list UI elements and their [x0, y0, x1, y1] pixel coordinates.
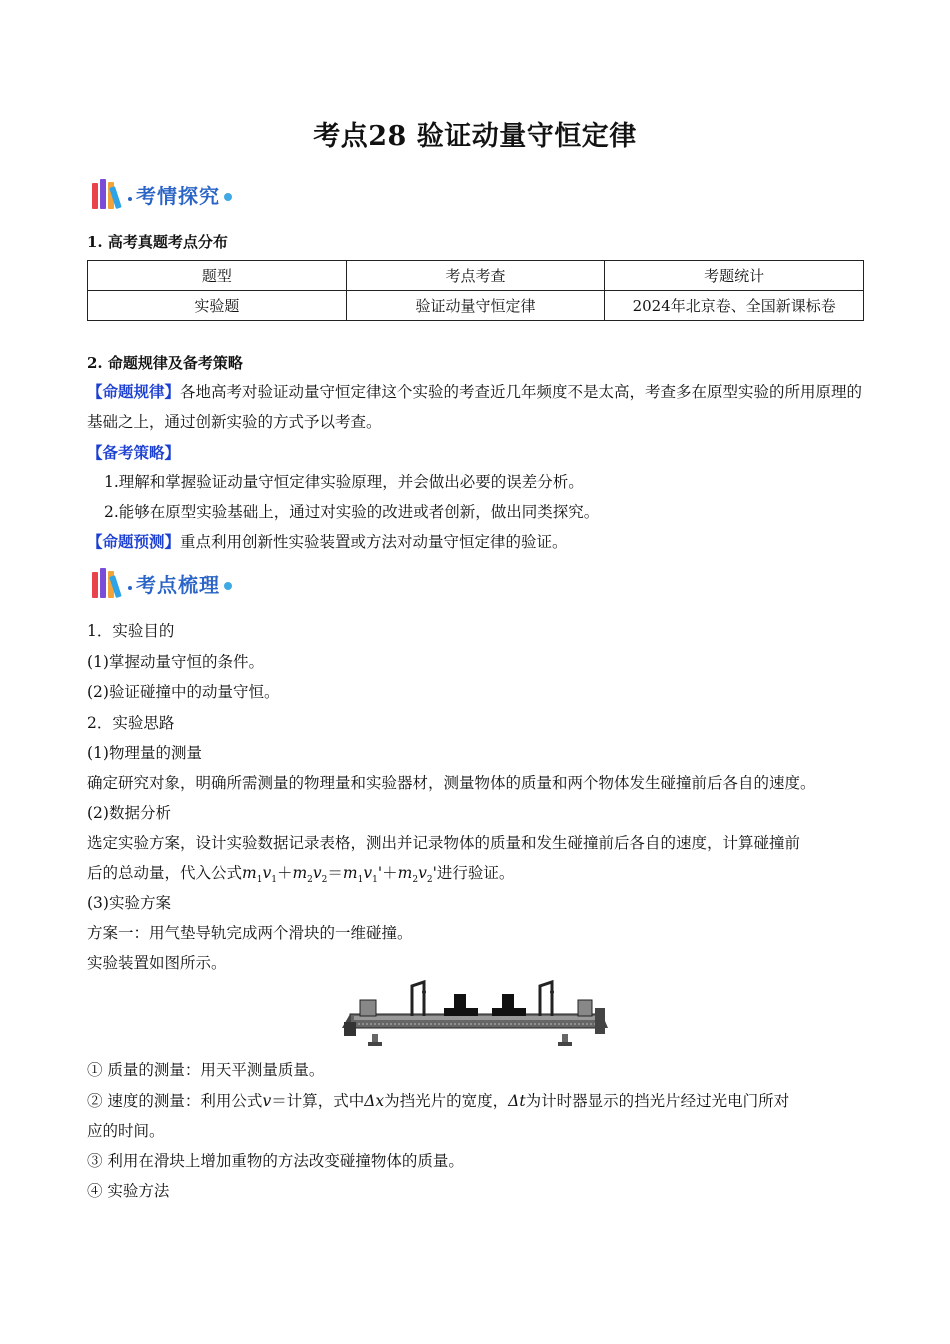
table-header-cell: 考点考查: [346, 261, 605, 291]
air-track-apparatus-figure: [340, 978, 610, 1050]
math-operator: ＋: [382, 864, 398, 882]
math-subscript: 1: [256, 875, 263, 886]
math-prime: ': [377, 864, 383, 882]
math-symbol: Δt: [508, 1092, 526, 1110]
math-operator: ＋: [276, 864, 293, 882]
table-row: [88, 291, 864, 321]
body-line: (1)物理量的测量: [87, 744, 202, 762]
exam-distribution-table: [87, 260, 864, 321]
math-symbol: v: [312, 864, 322, 882]
body-line: 2．实验思路: [87, 714, 175, 732]
section-banner-exam-analysis: [92, 178, 232, 210]
math-subscript: 1: [357, 875, 364, 886]
math-subscript: 2: [426, 875, 433, 886]
math-subscript: 2: [321, 875, 328, 886]
dot-icon: [128, 197, 132, 201]
math-operator: ＝: [327, 864, 343, 882]
prediction-tag: 【命题预测】: [87, 532, 181, 551]
math-subscript: 1: [372, 875, 378, 886]
section-heading: 2. 命题规律及备考策略: [87, 354, 243, 372]
banner-label: 考情探究: [136, 183, 220, 208]
body-line: (2)验证碰撞中的动量守恒。: [87, 683, 280, 701]
math-symbol: m: [342, 864, 358, 882]
math-symbol: m: [397, 864, 413, 882]
math-symbol: v: [418, 864, 427, 882]
dot-icon: [224, 582, 232, 590]
dot-icon: [128, 586, 132, 590]
math-subscript: 2: [412, 875, 419, 886]
math-symbol: v: [262, 864, 272, 882]
formula-line: [87, 1089, 789, 1111]
body-line: 确定研究对象，明确所需测量的物理量和实验器材，测量物体的质量和两个物体发生碰撞前后各自的速度。: [87, 774, 816, 792]
rule-tag: 【命题规律】: [87, 382, 181, 401]
math-prime: ': [432, 864, 437, 882]
body-line: 选定实验方案，设计实验数据记录表格，测出并记录物体的质量和发生碰撞前后各自的速度，计算碰撞前: [87, 834, 801, 852]
math-symbol: m: [292, 864, 308, 882]
math-subscript: 2: [307, 875, 313, 886]
text-segment: 为挡光片的宽度，: [384, 1092, 509, 1110]
dot-icon: [224, 193, 232, 201]
text-segment: ＝计算，式中: [271, 1092, 365, 1110]
body-line: (1)掌握动量守恒的条件。: [87, 653, 264, 671]
table-cell: 验证动量守恒定律: [346, 291, 605, 321]
strategy-tag: 【备考策略】: [87, 443, 181, 462]
prediction-text: 重点利用创新性实验装置或方法对动量守恒定律的验证。: [180, 533, 568, 551]
text-segment: 后的总动量，代入公式: [87, 864, 243, 882]
section-heading: 1. 高考真题考点分布: [87, 233, 228, 251]
body-line: ① 质量的测量：用天平测量质量。: [87, 1061, 325, 1079]
text-segment: 进行验证。: [436, 864, 515, 882]
table-cell: 2024年北京卷、全国新课标卷: [605, 291, 864, 321]
math-symbol: v: [262, 1092, 272, 1110]
math-symbol: m: [242, 864, 257, 882]
prediction-line: [87, 530, 568, 552]
table-cell: 实验题: [88, 291, 347, 321]
body-line: 实验装置如图所示。: [87, 954, 227, 972]
books-icon: [92, 179, 126, 209]
body-line: ④ 实验方法: [87, 1182, 170, 1200]
table-header-cell: 考题统计: [605, 261, 864, 291]
rule-text: 各地高考对验证动量守恒定律这个实验的考查近几年频度不是太高，考查多在原型实验的所用原理的基础之上，通过创新实验的方式予以考查。: [87, 383, 863, 431]
body-line: (3)实验方案: [87, 894, 171, 912]
body-line: 方案一：用气垫导轨完成两个滑块的一维碰撞。: [87, 924, 413, 942]
table-header-cell: 题型: [88, 261, 347, 291]
math-subscript: 1: [271, 875, 277, 886]
books-icon: [92, 568, 126, 598]
strategy-tag-line: [87, 441, 180, 463]
table-header-row: [88, 261, 864, 291]
math-symbol: v: [363, 864, 373, 882]
body-line: ③ 利用在滑块上增加重物的方法改变碰撞物体的质量。: [87, 1152, 464, 1170]
text-segment: ② 速度的测量：利用公式: [87, 1092, 263, 1110]
page-title: 考点28 验证动量守恒定律: [313, 121, 637, 152]
text-segment: 为计时器显示的挡光片经过光电门所对: [525, 1092, 790, 1110]
body-line: 应的时间。: [87, 1122, 165, 1140]
section-banner-key-points: [92, 567, 232, 599]
body-line: 1．实验目的: [87, 622, 175, 640]
formula-line: [87, 861, 514, 885]
body-line: (2)数据分析: [87, 804, 171, 822]
strategy-item: 1.理解和掌握验证动量守恒定律实验原理，并会做出必要的误差分析。: [104, 473, 584, 491]
rule-paragraph: [87, 377, 867, 437]
math-symbol: Δx: [364, 1092, 385, 1110]
strategy-item: 2.能够在原型实验基础上，通过对实验的改进或者创新，做出同类探究。: [104, 503, 600, 521]
banner-label: 考点梳理: [136, 572, 220, 597]
